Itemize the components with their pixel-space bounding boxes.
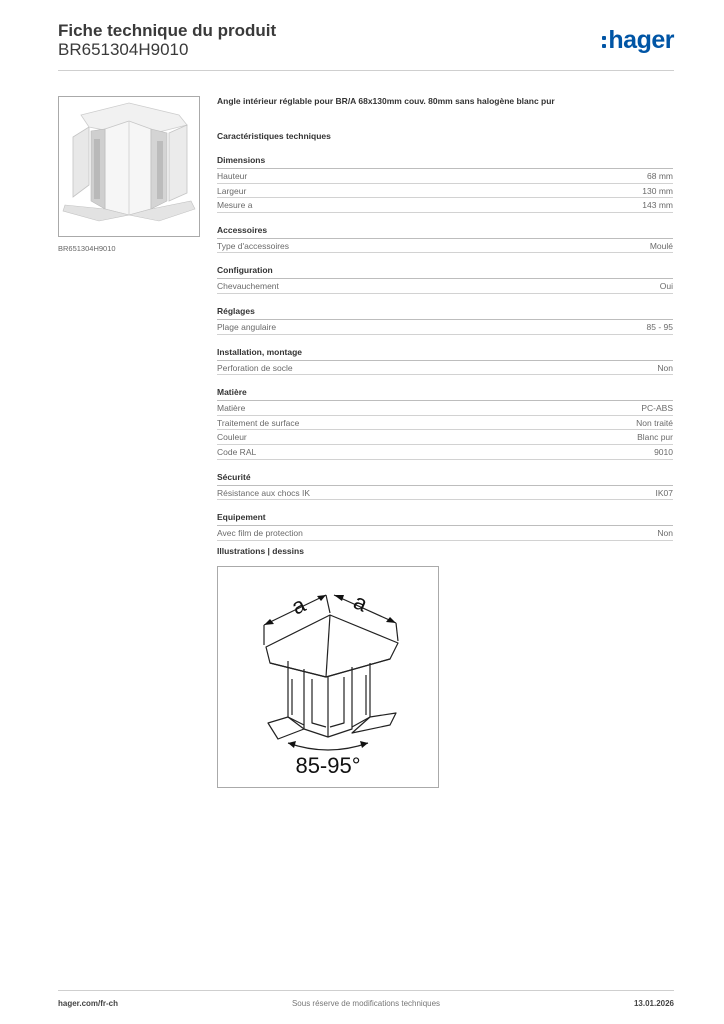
spec-value: Blanc pur bbox=[637, 432, 673, 443]
spec-row bbox=[217, 401, 673, 416]
spec-row bbox=[217, 430, 673, 445]
spec-section-securite bbox=[217, 469, 673, 501]
specs-table bbox=[217, 152, 673, 550]
spec-section-equipement bbox=[217, 509, 673, 541]
product-photo bbox=[58, 96, 200, 237]
spec-label: Code RAL bbox=[217, 446, 257, 457]
spec-row bbox=[217, 361, 673, 376]
spec-value: PC-ABS bbox=[641, 403, 673, 414]
spec-label: Couleur bbox=[217, 432, 247, 443]
spec-label: Type d'accessoires bbox=[217, 240, 290, 251]
page-footer bbox=[58, 990, 674, 1015]
section-title: Installation, montage bbox=[217, 344, 673, 361]
spec-label: Perforation de socle bbox=[217, 362, 293, 373]
section-title: Matière bbox=[217, 384, 673, 401]
section-title: Dimensions bbox=[217, 152, 673, 169]
logo-text: hager bbox=[608, 25, 674, 54]
spec-label: Avec film de protection bbox=[217, 528, 303, 539]
spec-section-configuration bbox=[217, 262, 673, 294]
angle-range-label: 85-95° bbox=[295, 753, 361, 778]
spec-value: 9010 bbox=[654, 446, 673, 457]
section-title: Configuration bbox=[217, 262, 673, 279]
logo-dots-icon bbox=[602, 36, 606, 48]
footer-disclaimer: Sous réserve de modifications techniques bbox=[291, 999, 441, 1008]
product-photo-image bbox=[59, 97, 199, 236]
spec-value: Oui bbox=[659, 281, 673, 292]
spec-label: Résistance aux chocs IK bbox=[217, 487, 311, 498]
spec-row bbox=[217, 279, 673, 294]
hager-logo bbox=[602, 24, 674, 56]
spec-value: Non traité bbox=[636, 417, 673, 428]
spec-row bbox=[217, 320, 673, 335]
spec-label: Matière bbox=[217, 403, 246, 414]
spec-section-reglages bbox=[217, 303, 673, 335]
dimension-label-a-right: a bbox=[349, 588, 372, 617]
spec-section-accessoires bbox=[217, 222, 673, 254]
page-header bbox=[58, 20, 674, 71]
section-title: Sécurité bbox=[217, 469, 673, 486]
spec-section-matiere bbox=[217, 384, 673, 459]
document-title: Fiche technique du produit bbox=[58, 21, 277, 40]
product-reference: BR651304H9010 bbox=[58, 40, 189, 59]
spec-row bbox=[217, 239, 673, 254]
dimension-label-a-left: a bbox=[287, 591, 310, 620]
spec-value: Non bbox=[657, 528, 673, 539]
spec-row bbox=[217, 169, 673, 184]
spec-value: 85 - 95 bbox=[646, 321, 673, 332]
illustrations-title: Illustrations | dessins bbox=[217, 546, 304, 556]
spec-label: Chevauchement bbox=[217, 281, 279, 292]
spec-row bbox=[217, 416, 673, 431]
spec-value: 68 mm bbox=[647, 171, 673, 181]
spec-row bbox=[217, 445, 673, 460]
spec-value: 143 mm bbox=[642, 200, 673, 211]
spec-row bbox=[217, 526, 673, 541]
spec-section-installation bbox=[217, 344, 673, 376]
technical-drawing-image bbox=[218, 567, 438, 787]
footer-website-link[interactable]: hager.com/fr-ch bbox=[58, 999, 119, 1008]
spec-row bbox=[217, 184, 673, 199]
spec-value: Non bbox=[657, 362, 673, 373]
spec-value: Moulé bbox=[649, 240, 673, 251]
photo-caption: BR651304H9010 bbox=[58, 244, 116, 253]
spec-row bbox=[217, 486, 673, 501]
spec-label: Traitement de surface bbox=[217, 417, 300, 428]
spec-value: 130 mm bbox=[642, 185, 673, 196]
spec-label: Largeur bbox=[217, 185, 247, 196]
spec-label: Hauteur bbox=[217, 171, 248, 181]
section-title: Accessoires bbox=[217, 222, 673, 239]
spec-value: IK07 bbox=[655, 487, 673, 498]
spec-label: Mesure a bbox=[217, 200, 253, 211]
technical-drawing bbox=[217, 566, 439, 788]
spec-section-dimensions bbox=[217, 152, 673, 213]
spec-row bbox=[217, 198, 673, 213]
section-title: Réglages bbox=[217, 303, 673, 320]
specs-heading: Caractéristiques techniques bbox=[217, 131, 331, 141]
product-description: Angle intérieur réglable pour BR/A 68x130mm couv. 80mm sans halogène blanc pur bbox=[217, 96, 555, 106]
section-title: Equipement bbox=[217, 509, 673, 526]
footer-date: 13.01.2026 bbox=[633, 999, 674, 1008]
spec-label: Plage angulaire bbox=[217, 321, 277, 332]
